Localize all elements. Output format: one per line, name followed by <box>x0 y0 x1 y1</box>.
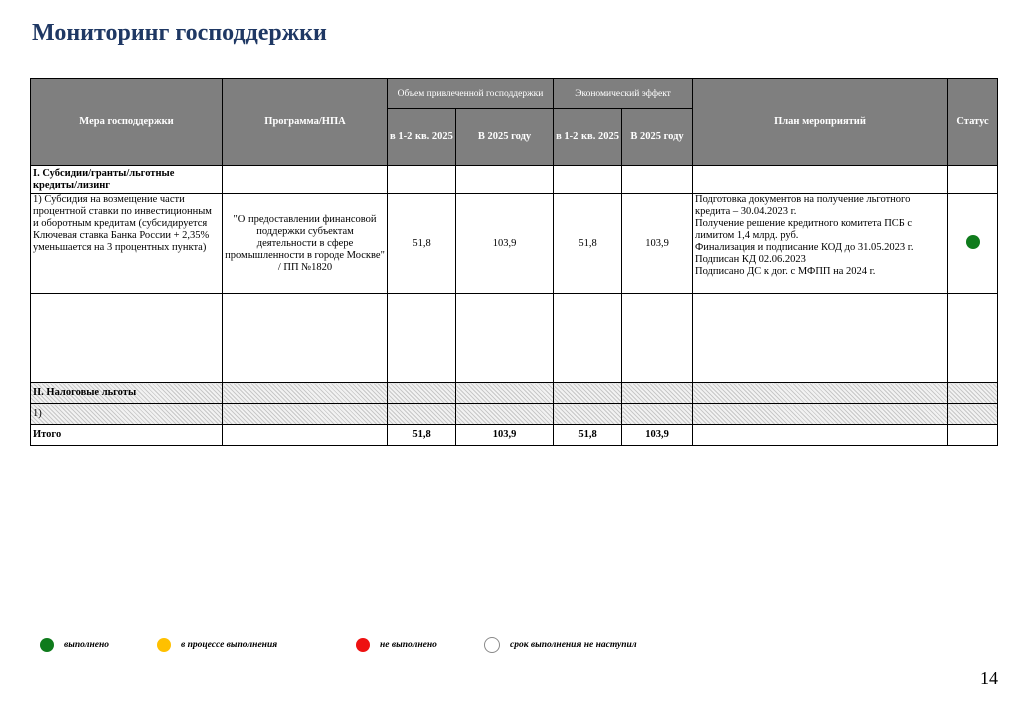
header-plan: План мероприятий <box>693 79 948 166</box>
legend-not-done-label: не выполнено <box>380 640 437 650</box>
support-monitoring-table <box>30 78 998 446</box>
legend-in-progress-label: в процессе выполнения <box>181 640 278 650</box>
yellow-circle-icon <box>157 638 171 652</box>
red-circle-icon <box>356 638 370 652</box>
plan-item: Подписан КД 02.06.2023 <box>695 254 806 265</box>
tax-row-label: 1) <box>31 404 223 425</box>
header-volume-year: В 2025 году <box>456 109 554 166</box>
header-measure: Мера господдержки <box>31 79 223 166</box>
header-effect-q12: в 1-2 кв. 2025 <box>554 109 622 166</box>
legend-not-due <box>484 636 637 654</box>
header-effect-year: В 2025 году <box>622 109 693 166</box>
total-effect-year: 103,9 <box>622 425 693 446</box>
header-effect-group: Экономический эффект <box>554 79 693 109</box>
green-circle-icon <box>40 638 54 652</box>
total-label: Итого <box>31 425 223 446</box>
status-indicator-icon <box>966 235 980 249</box>
status-cell <box>948 194 998 294</box>
section-tax-title: II. Налоговые льготы <box>31 383 223 404</box>
effect-year-cell: 103,9 <box>622 194 693 294</box>
header-volume-q12: в 1-2 кв. 2025 <box>388 109 456 166</box>
total-volume-year: 103,9 <box>456 425 554 446</box>
plan-item: Финализация и подписание КОД до 31.05.2023 г. <box>695 242 914 253</box>
measure-cell: 1) Субсидия на возмещение части процентной ставки по инвестиционным и оборотным кредитам (субсидируется Ключевая ставка Банка России + 2,35% уменьшается на 3 процентных пункта) <box>31 194 223 294</box>
page-number: 14 <box>980 668 998 688</box>
total-volume-q12: 51,8 <box>388 425 456 446</box>
program-cell: "О предоставлении финансовой поддержки субъектам деятельности в сфере промышленности в городе Москве" / ПП №1820 <box>223 194 388 294</box>
plan-cell <box>693 194 948 294</box>
legend-not-due-label: срок выполнения не наступил <box>510 640 637 650</box>
total-row <box>31 425 998 446</box>
total-effect-q12: 51,8 <box>554 425 622 446</box>
legend-done-label: выполнено <box>64 640 110 650</box>
empty-circle-icon <box>484 637 500 653</box>
volume-q12-cell: 51,8 <box>388 194 456 294</box>
header-status: Статус <box>948 79 998 166</box>
section-subsidies-title: I. Субсидии/гранты/льготные кредиты/лизинг <box>31 166 223 194</box>
header-program: Программа/НПА <box>223 79 388 166</box>
legend-in-progress <box>157 636 277 654</box>
header-volume-group: Объем привлеченной господдержки <box>388 79 554 109</box>
effect-q12-cell: 51,8 <box>554 194 622 294</box>
legend-not-done <box>356 636 437 654</box>
volume-year-cell: 103,9 <box>456 194 554 294</box>
plan-item: Получение решение кредитного комитета ПСБ с лимитом 1,4 млрд. руб. <box>695 218 913 241</box>
plan-item: Подписано ДС к дог. с МФПП на 2024 г. <box>695 266 876 277</box>
legend-done <box>40 636 109 654</box>
page-title: Мониторинг господдержки <box>32 20 327 46</box>
plan-item: Подготовка документов на получение льготного кредита – 30.04.2023 г. <box>695 194 911 217</box>
table-row <box>31 194 998 294</box>
